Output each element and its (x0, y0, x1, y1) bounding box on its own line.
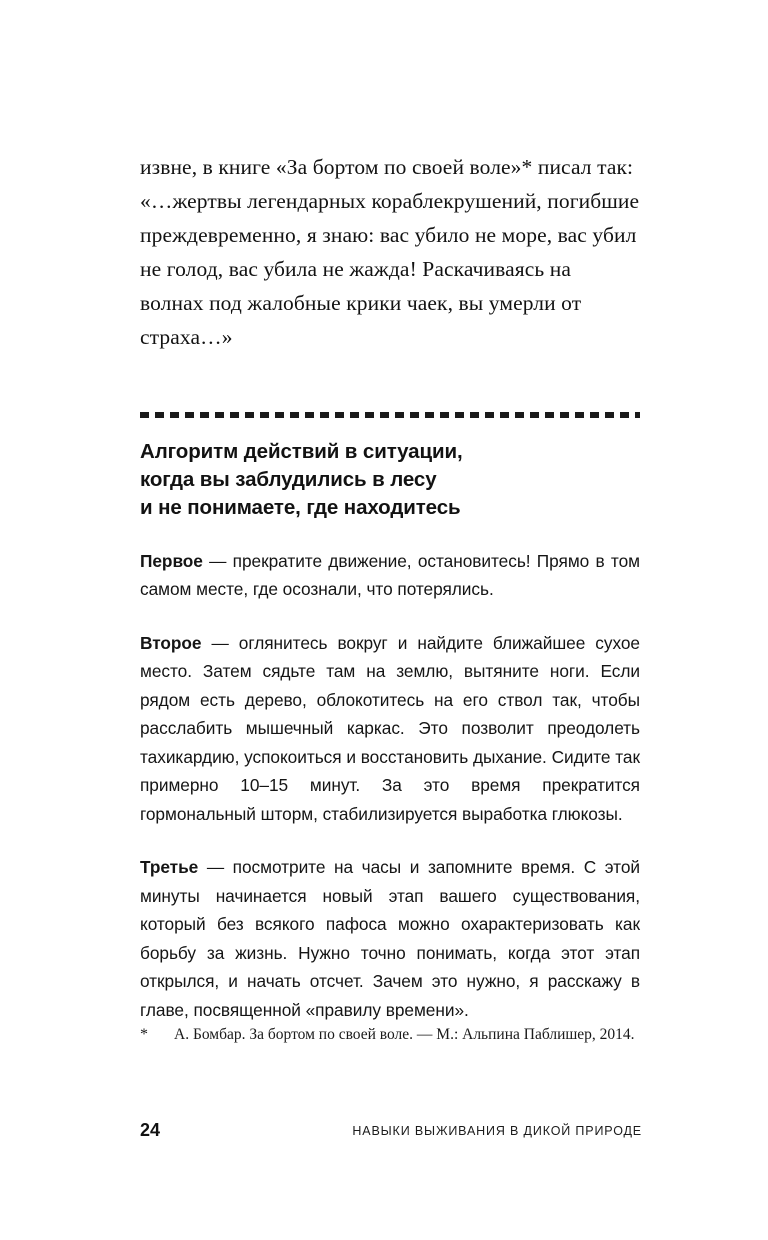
step-lead-3: Третье (140, 857, 199, 877)
step-lead-2: Второе (140, 632, 202, 653)
step-text-1: — прекратите движение, остановитесь! Прямо в том самом месте, где осознали, что потерялись. (140, 550, 640, 599)
opening-paragraph: извне, в книге «За бортом по своей воле»* писал так: «…жертвы легендарных кораблекрушений, погибшие преждевременно, я знаю: вас убило не море, вас убил не голод, вас убила не жажда! Раскачиваясь на волнах под жалобные крики чаек, вы умерли от страха…» (140, 154, 640, 349)
step-paragraph-3 (140, 853, 640, 1024)
dashed-divider (140, 412, 640, 418)
step-paragraph-1 (140, 547, 640, 604)
footnote-marker: * (140, 1026, 148, 1043)
step-paragraph-2 (140, 629, 640, 829)
page-content (140, 128, 640, 1041)
step-text-3: — посмотрите на часы и запомните время. С этой минуты начинается новый этап вашего существования, который без всякого пафоса можно охарактеризовать как борьбу за жизнь. Нужно точно понимать, когда этот этап открылся, и начать отсчет. Зачем это нужно, я расскажу в главе, посвященной «правилу времени». (140, 857, 640, 1020)
step-text-2: — оглянитесь вокруг и найдите ближайшее сухое место. Затем сядьте там на землю, вытяните ноги. Если рядом есть дерево, облокотитесь на его ствол так, чтобы расслабить мышечный каркас. Это позволит преодолеть тахикардию, успокоиться и восстановить дыхание. Сидите так примерно 10–15 минут. За это время прекратится гормональный шторм, стабилизируется выработка глюкозы. (140, 632, 640, 824)
running-title: НАВЫКИ ВЫЖИВАНИЯ В ДИКОЙ ПРИРОДЕ (352, 1124, 642, 1138)
footnote (140, 1022, 642, 1047)
footnote-text: А. Бомбар. За бортом по своей воле. — М.: Альпина Паблишер, 2014. (174, 1026, 635, 1043)
section-heading: Алгоритм действий в ситуации, когда вы заблудились в лесу и не понимаете, где находитесь (140, 439, 463, 519)
page-number: 24 (140, 1120, 161, 1140)
step-lead-1: Первое (140, 550, 203, 571)
page-footer (140, 1120, 642, 1144)
